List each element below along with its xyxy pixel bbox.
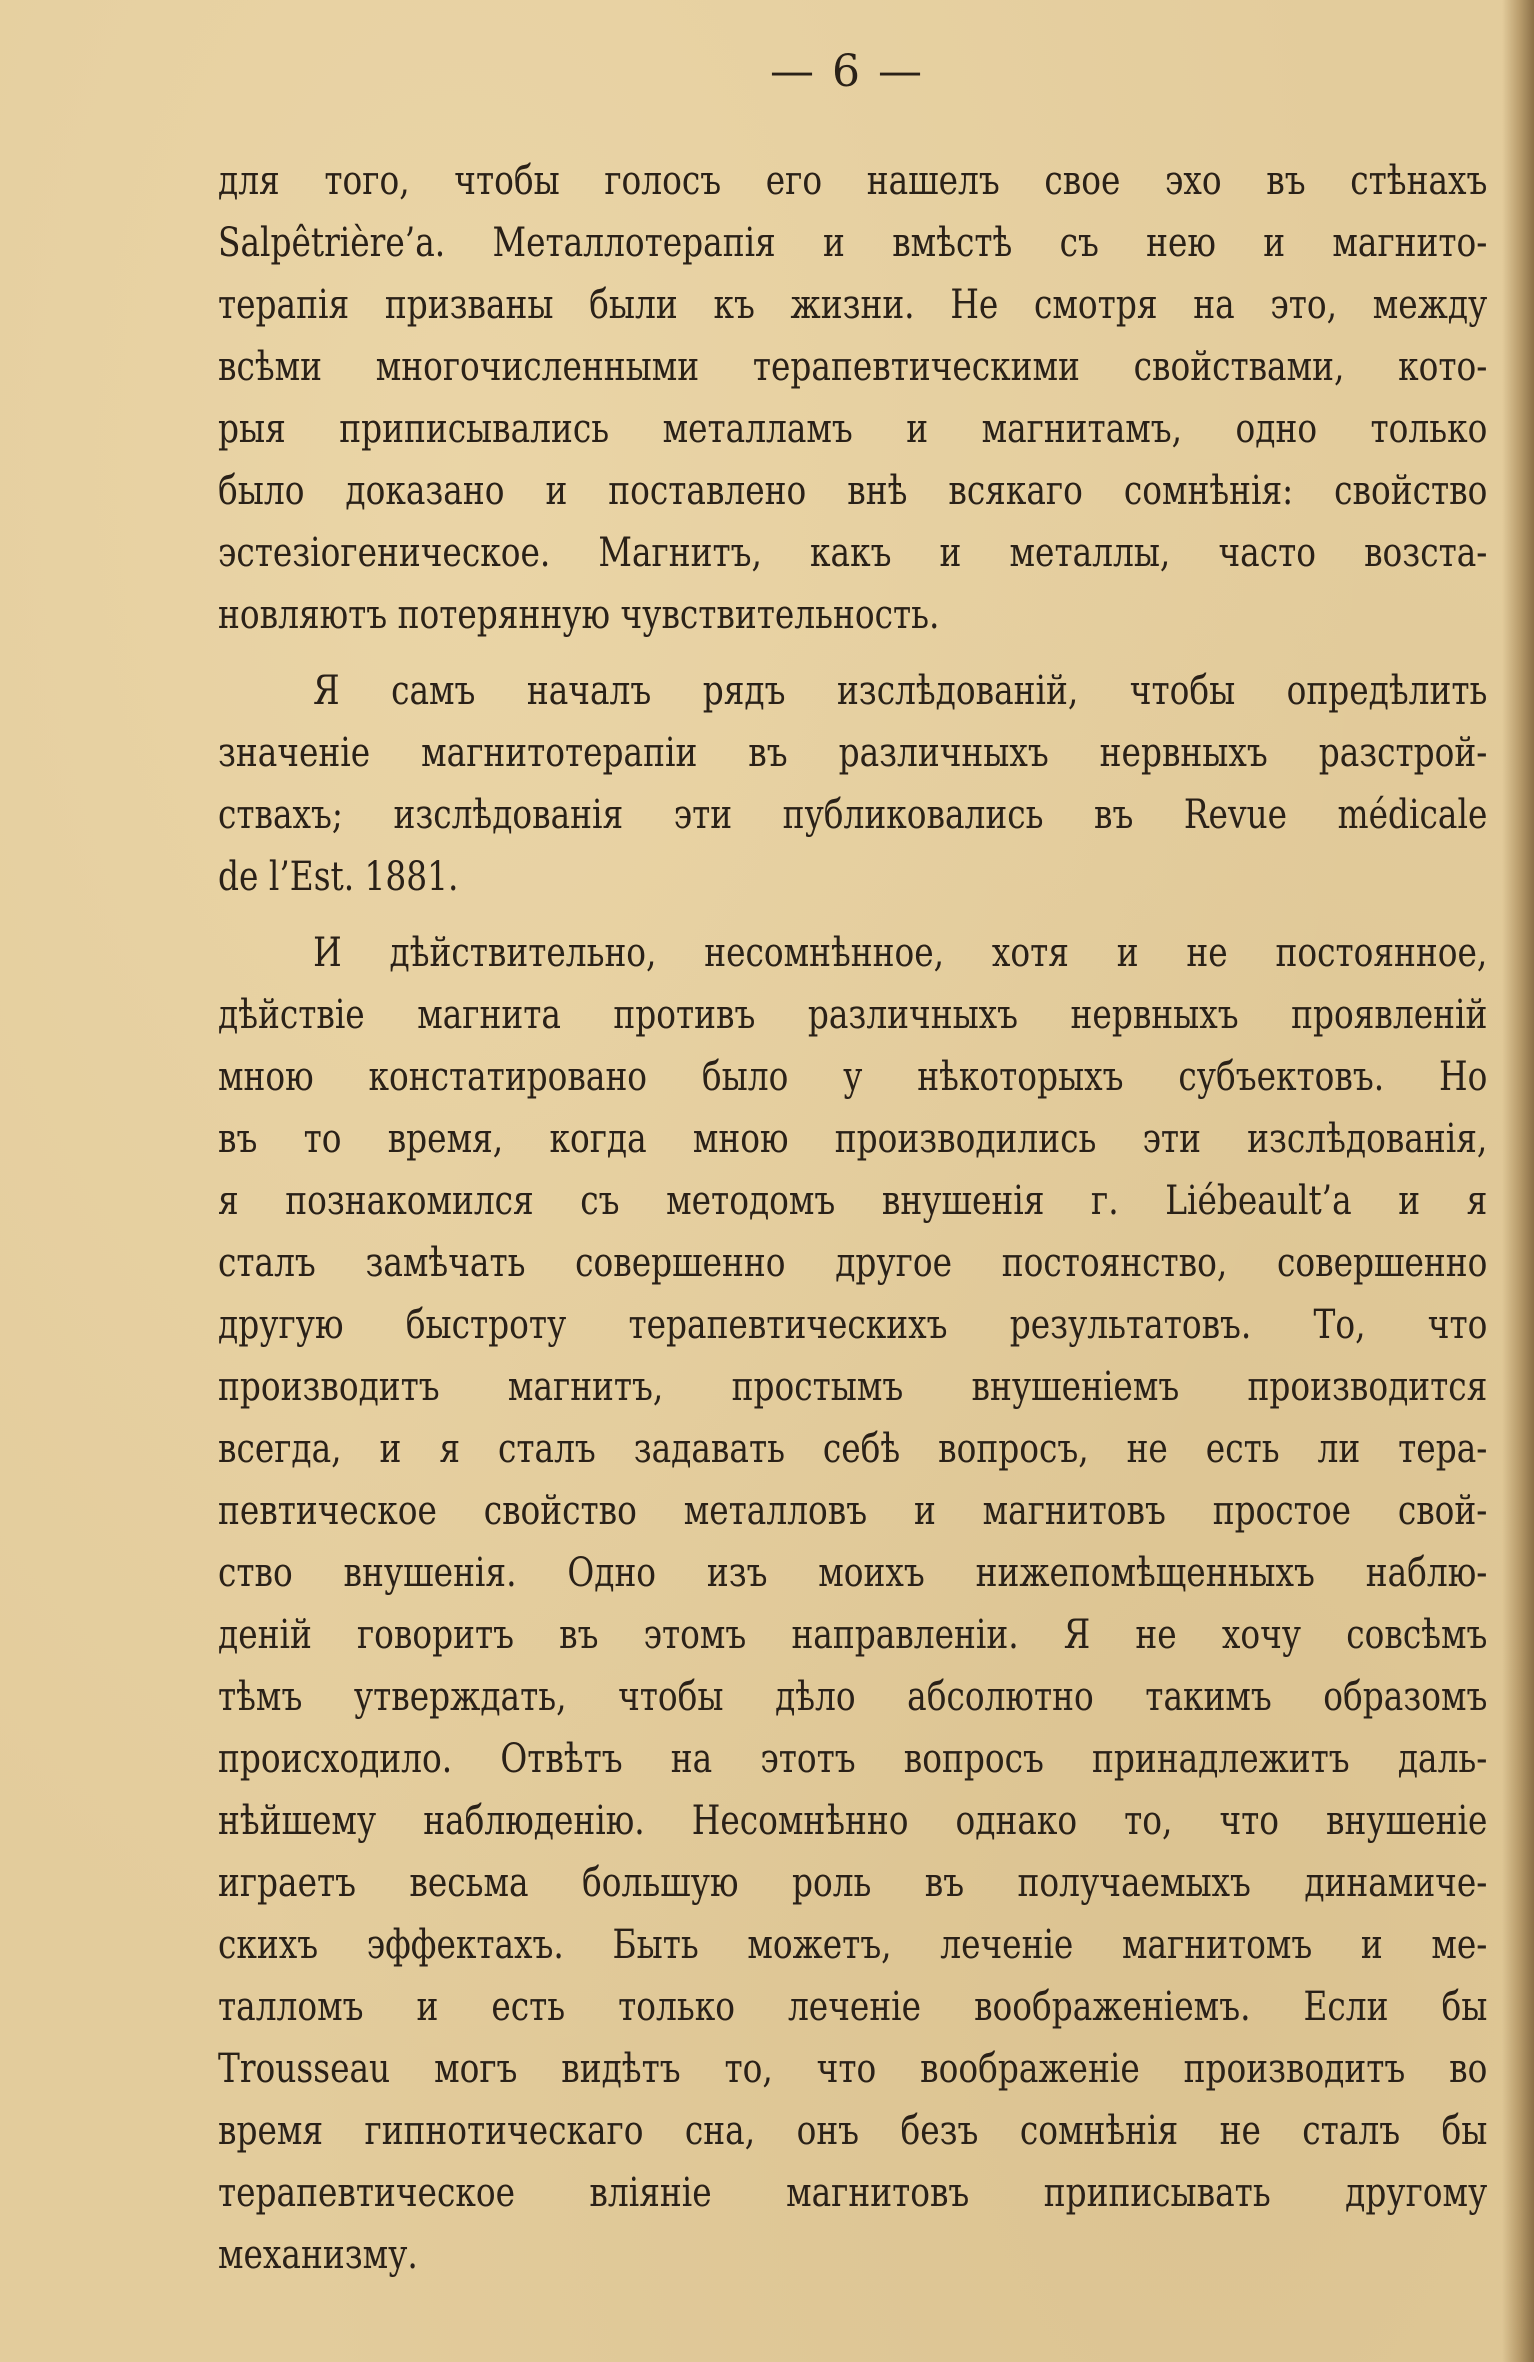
text-line: талломъ и есть только леченіе воображеніемъ. Если бы <box>218 1984 1488 2030</box>
text-line: въ то время, когда мною производились эти изслѣдованія, <box>218 1116 1488 1162</box>
text-line: всѣми многочисленными терапевтическими свойствами, кото- <box>218 344 1488 390</box>
paragraph-3 <box>218 922 1488 2286</box>
text-line: Я самъ началъ рядъ изслѣдованій, чтобы опредѣлить <box>313 668 1488 714</box>
text-line: терапевтическое вліяніе магнитовъ приписывать другому <box>218 2170 1488 2216</box>
text-line: de l’Est. 1881. <box>218 854 459 900</box>
text-line: производитъ магнитъ, простымъ внушеніемъ производится <box>218 1364 1488 1410</box>
text-line: новляютъ потерянную чувствительность. <box>218 592 940 638</box>
text-line: рыя приписывались металламъ и магнитамъ, одно только <box>218 406 1488 452</box>
text-line: играетъ весьма большую роль въ получаемыхъ динамиче- <box>218 1860 1488 1906</box>
page-number: — 6 — <box>770 46 924 97</box>
text-line: время гипнотическаго сна, онъ безъ сомнѣнія не сталъ бы <box>218 2108 1488 2154</box>
text-line: механизму. <box>218 2232 418 2278</box>
text-line: деній говоритъ въ этомъ направленіи. Я не хочу совсѣмъ <box>218 1612 1488 1658</box>
text-line: ствахъ; изслѣдованія эти публиковались въ Revue médicale <box>218 792 1488 838</box>
text-line: Salpêtrière’а. Металлотерапія и вмѣстѣ съ нею и магнито- <box>218 220 1488 266</box>
paragraph-2 <box>218 660 1488 908</box>
text-line: для того, чтобы голосъ его нашелъ свое эхо въ стѣнахъ <box>218 158 1488 204</box>
text-line: Trousseau могъ видѣтъ то, что воображеніе производитъ во <box>218 2046 1488 2092</box>
page-edge-shadow <box>1502 0 1534 2362</box>
text-line: эстезіогеническое. Магнитъ, какъ и металлы, часто возста- <box>218 530 1488 576</box>
text-line: другую быстроту терапевтическихъ результатовъ. То, что <box>218 1302 1488 1348</box>
text-line: сталъ замѣчать совершенно другое постоянство, совершенно <box>218 1240 1488 1286</box>
text-line: всегда, и я сталъ задавать себѣ вопросъ, не есть ли тера- <box>218 1426 1488 1472</box>
text-line: было доказано и поставлено внѣ всякаго сомнѣнія: свойство <box>218 468 1488 514</box>
text-line: тѣмъ утверждать, чтобы дѣло абсолютно такимъ образомъ <box>218 1674 1488 1720</box>
text-line: значеніе магнитотерапіи въ различныхъ нервныхъ разстрой- <box>218 730 1488 776</box>
text-line: И дѣйствительно, несомнѣнное, хотя и не постоянное, <box>313 930 1488 976</box>
text-line: певтическое свойство металловъ и магнитовъ простое свой- <box>218 1488 1488 1534</box>
text-line: ство внушенія. Одно изъ моихъ нижепомѣщенныхъ наблю- <box>218 1550 1488 1596</box>
text-line: нѣйшему наблюденію. Несомнѣнно однако то, что внушеніе <box>218 1798 1488 1844</box>
body-text <box>218 150 1488 2300</box>
text-line: происходило. Отвѣтъ на этотъ вопросъ принадлежитъ даль- <box>218 1736 1488 1782</box>
text-line: мною констатировано было у нѣкоторыхъ субъектовъ. Но <box>218 1054 1488 1100</box>
text-line: терапія призваны были къ жизни. Не смотря на это, между <box>218 282 1488 328</box>
paragraph-1 <box>218 150 1488 646</box>
text-line: дѣйствіе магнита противъ различныхъ нервныхъ проявленій <box>218 992 1488 1038</box>
text-line: скихъ эффектахъ. Быть можетъ, леченіе магнитомъ и ме- <box>218 1922 1488 1968</box>
text-line: я познакомился съ методомъ внушенія г. Liébeault’а и я <box>218 1178 1488 1224</box>
